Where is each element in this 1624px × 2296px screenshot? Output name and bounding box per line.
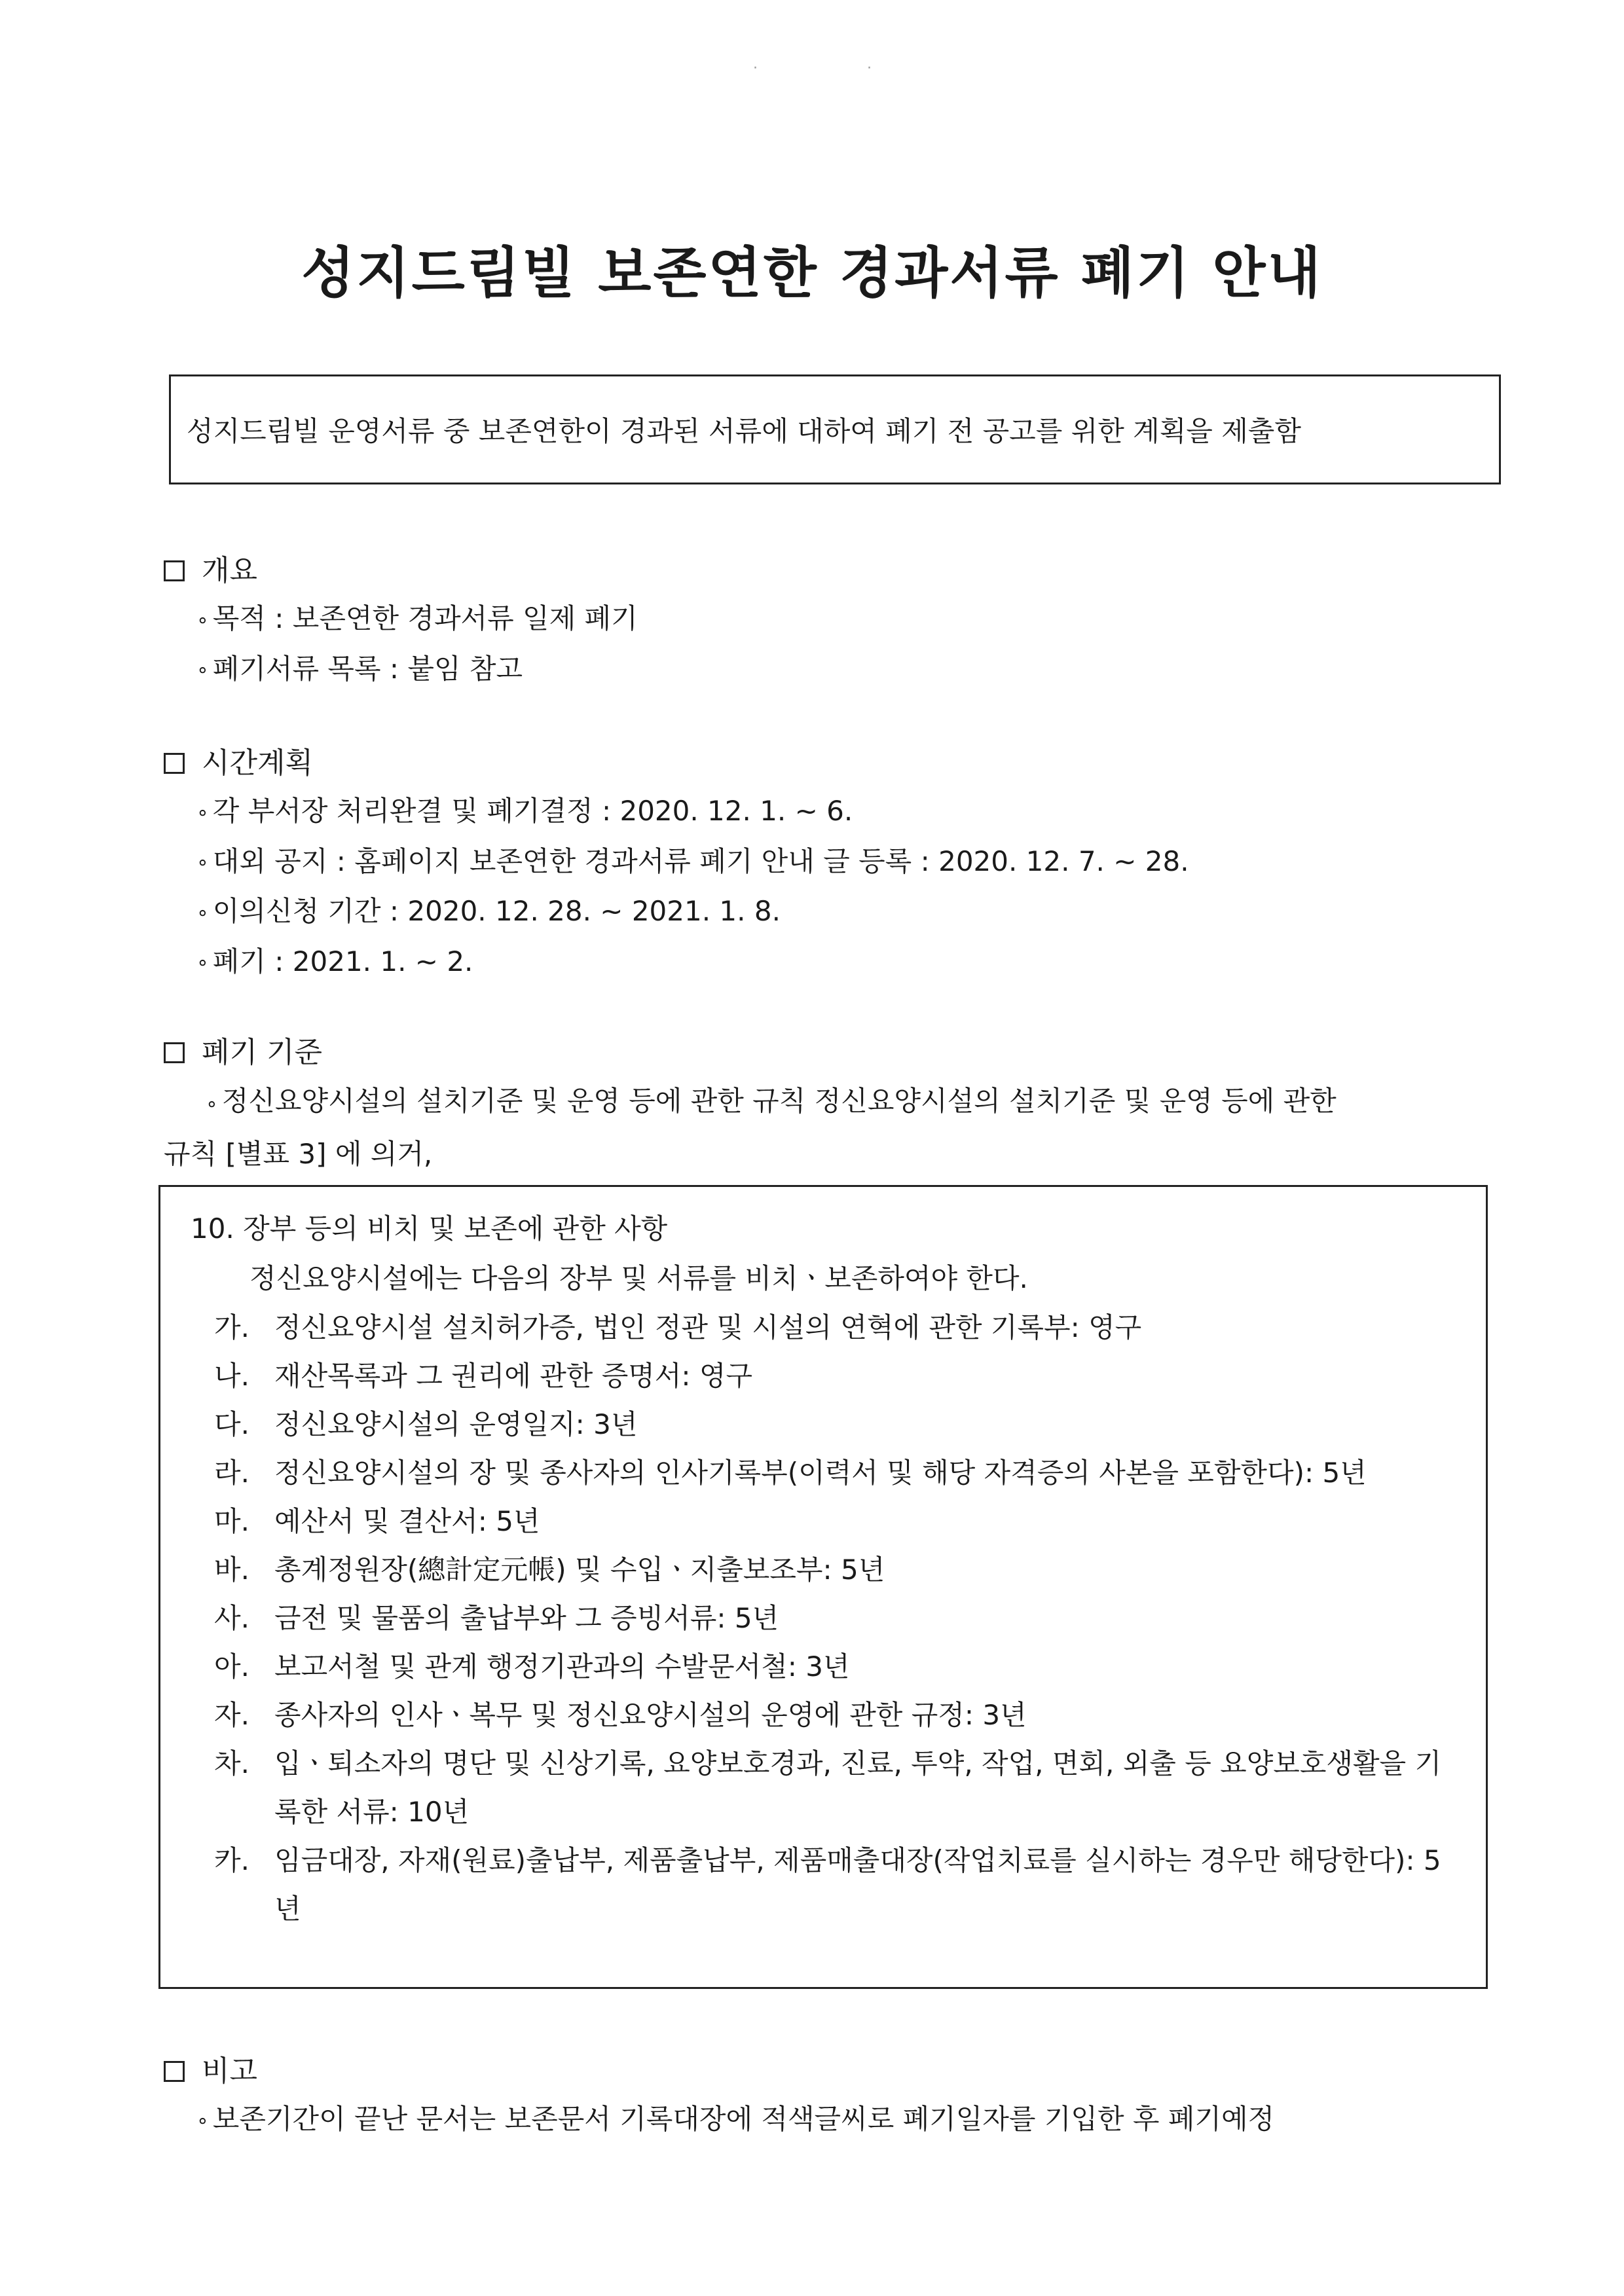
checkbox-icon: [164, 2061, 185, 2082]
bullet-icon: ∘: [196, 608, 209, 632]
remarks-item: ∘ 보존기간이 끝난 문서는 보존문서 기록대장에 적색글씨로 폐기일자를 기입한 후 폐기예정: [196, 2103, 1275, 2135]
regulation-item: 카. 임금대장, 자재(원료)출납부, 제품출납부, 제품매출대장(작업치료를 실시하는 경우만 해당한다): 5년: [214, 1844, 1441, 1925]
regulation-intro: 정신요양시설에는 다음의 장부 및 서류를 비치ㆍ보존하여야 한다.: [249, 1262, 1028, 1294]
regulation-item: 사. 금전 및 물품의 출납부와 그 증빙서류: 5년: [214, 1602, 779, 1634]
criteria-text: ∘ 정신요양시설의 설치기준 및 운영 등에 관한 규칙 정신요양시설의 설치기준 및 운영 등에 관한 규칙 [별표 3] 에 의거,: [164, 1085, 1337, 1170]
schedule-item: ∘ 폐기 : 2021. 1. ~ 2.: [196, 945, 473, 977]
regulation-item: 아. 보고서철 및 관계 행정기관과의 수발문서철: 3년: [214, 1650, 850, 1683]
section-title-criteria: 폐기 기준: [164, 1029, 1506, 1076]
schedule-item: ∘ 이의신청 기간 : 2020. 12. 28. ~ 2021. 1. 8.: [196, 895, 781, 927]
regulation-item: 자. 종사자의 인사ㆍ복무 및 정신요양시설의 운영에 관한 규정: 3년: [214, 1699, 1027, 1731]
regulation-box: [158, 1185, 1488, 1989]
checkbox-icon: [164, 560, 185, 581]
document-title: 성지드림빌 보존연한 경과서류 폐기 안내: [301, 241, 1323, 305]
checkbox-icon: [164, 1042, 185, 1063]
bullet-icon: ∘: [206, 1093, 218, 1116]
summary-box: [169, 374, 1501, 484]
regulation-item: 다. 정신요양시설의 운영일지: 3년: [214, 1408, 638, 1440]
scan-specks: · ·: [753, 60, 924, 77]
bullet-icon: ∘: [196, 659, 209, 682]
bullet-icon: ∘: [196, 901, 209, 924]
section-overview: [164, 547, 638, 695]
regulation-item: 마. 예산서 및 결산서: 5년: [214, 1505, 540, 1537]
section-criteria: [164, 1029, 1506, 1179]
overview-item: ∘ 폐기서류 목록 : 붙임 참고: [196, 652, 523, 685]
regulation-item: 차. 입ㆍ퇴소자의 명단 및 신상기록, 요양보호경과, 진료, 투약, 작업, 면회, 외출 등 요양보호생활을 기록한 서류: 10년: [214, 1747, 1442, 1828]
regulation-item: 나. 재산목록과 그 권리에 관한 증명서: 영구: [214, 1360, 753, 1392]
regulation-item: 가. 정신요양시설 설치허가증, 법인 정관 및 시설의 연혁에 관한 기록부: 영구: [214, 1311, 1142, 1343]
regulation-item: 라. 정신요양시설의 장 및 종사자의 인사기록부(이력서 및 해당 자격증의 사본을 포함한다): 5년: [214, 1457, 1367, 1489]
overview-item: ∘ 목적 : 보존연한 경과서류 일제 폐기: [196, 602, 638, 634]
section-remarks: [164, 2048, 1274, 2145]
section-schedule: [164, 740, 1189, 987]
section-title-overview: 개요: [164, 547, 638, 594]
regulation-item: 바. 총계정원장(總計定元帳) 및 수입ㆍ지출보조부: 5년: [214, 1554, 885, 1586]
regulation-heading: 10. 장부 등의 비치 및 보존에 관한 사항: [191, 1212, 668, 1245]
bullet-icon: ∘: [196, 801, 209, 824]
bullet-icon: ∘: [196, 2109, 209, 2132]
bullet-icon: ∘: [196, 951, 209, 974]
schedule-item: ∘ 각 부서장 처리완결 및 폐기결정 : 2020. 12. 1. ~ 6.: [196, 795, 853, 827]
section-title-remarks: 비고: [164, 2048, 1274, 2095]
schedule-item: ∘ 대외 공지 : 홈페이지 보존연한 경과서류 폐기 안내 글 등록 : 2020. 12. 7. ~ 28.: [196, 845, 1189, 877]
section-title-schedule: 시간계획: [164, 740, 1189, 787]
summary-text: 성지드림빌 운영서류 중 보존연한이 경과된 서류에 대하여 폐기 전 공고를 위한 계획을 제출함: [187, 415, 1301, 447]
bullet-icon: ∘: [196, 851, 209, 874]
checkbox-icon: [164, 753, 185, 774]
